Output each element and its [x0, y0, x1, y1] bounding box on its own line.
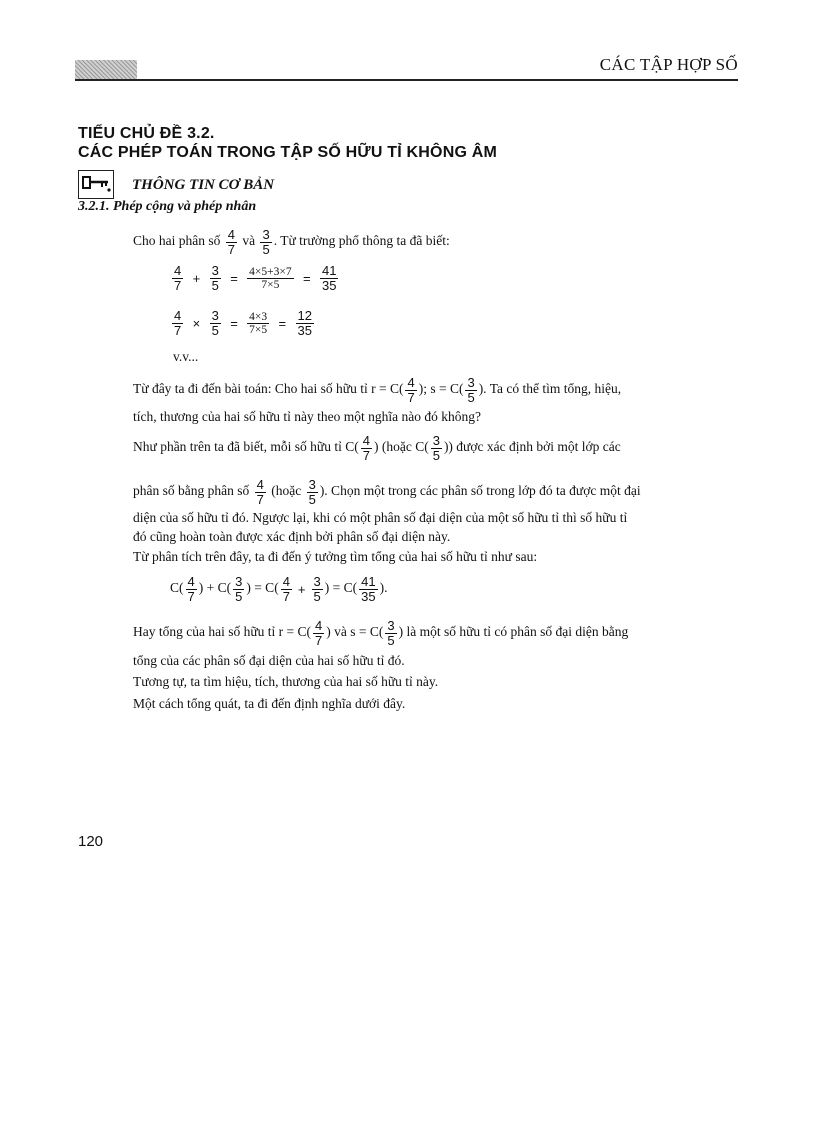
- topic-title-line2: CÁC PHÉP TOÁN TRONG TẬP SỐ HỮU TỈ KHÔNG ÂM: [78, 144, 498, 161]
- paragraph-2-line1: Từ đây ta đi đến bài toán: Cho hai số hữu tỉ r = C( $\frac{4}{7}$ ); s = C( $\frac{3}{5}$ ). Ta có thể tìm tổng, hiệu,: [133, 375, 622, 405]
- topic-title-line1: TIỂU CHỦ ĐỀ 3.2.: [78, 125, 215, 142]
- equation-sum: $\frac{4}{7}$ + $\frac{3}{5}$ = $\frac{4\times 5+3\times 7}{7\times 5}$ = $\frac{41}{35}$: [174, 263, 337, 293]
- paragraph-3-line3: diện của số hữu tỉ đó. Ngược lại, khi có một phân số đại diện của một số hữu tỉ thì số hữu tỉ: [133, 510, 628, 525]
- header-decoration: [75, 60, 137, 79]
- header-rule: [75, 79, 738, 81]
- paragraph-2-line2: tích, thương của hai số hữu tỉ này theo một nghĩa nào đó không?: [133, 409, 481, 424]
- paragraph-5-line2: tổng của các phân số đại diện của hai số hữu tỉ đó.: [133, 653, 405, 668]
- fraction-4-7: $\frac{4}{7}$: [227, 227, 235, 257]
- section-heading: 3.2.1. Phép cộng và phép nhân: [78, 199, 257, 214]
- paragraph-3-line1: Như phần trên ta đã biết, mỗi số hữu tỉ C( $\frac{4}{7}$ ) (hoặc C( $\frac{3}{5}$ )) được xác định bởi một lớp các: [133, 433, 621, 463]
- paragraph-6: Tương tự, ta tìm hiệu, tích, thương của hai số hữu tỉ này.: [133, 674, 439, 689]
- paragraph-3-line4: đó cũng hoàn toàn được xác định bởi phân số đại diện này.: [133, 529, 451, 544]
- paragraph-4: Từ phân tích trên đây, ta đi đến ý tưởng tìm tổng của hai số hữu tỉ như sau:: [133, 549, 538, 564]
- equation-rational-sum: C( $\frac{4}{7}$ ) + C( $\frac{3}{5}$ ) = C( $\frac{4}{7}$ + $\frac{3}{5}$ ) = C( $\frac{41}{35}$ ).: [170, 574, 388, 604]
- key-icon: [82, 174, 114, 194]
- paragraph-3-line2: phân số bằng phân số $\frac{4}{7}$ (hoặc $\frac{3}{5}$ ). Chọn một trong các phân số trong lớp đó ta được một đại: [133, 477, 641, 507]
- paragraph-1: Cho hai phân số $\frac{4}{7}$ và $\frac{3}{5}$ . Từ trường phổ thông ta đã biết:: [133, 227, 450, 257]
- key-icon-box: [78, 170, 114, 199]
- etc-text: v.v...: [173, 349, 199, 364]
- running-title: CÁC TẬP HỢP SỐ: [599, 55, 738, 74]
- fraction-3-5: $\frac{3}{5}$: [262, 227, 270, 257]
- paragraph-7: Một cách tổng quát, ta đi đến định nghĩa dưới đây.: [133, 696, 406, 711]
- info-heading: THÔNG TIN CƠ BẢN: [132, 177, 275, 193]
- page-number: 120: [78, 833, 104, 850]
- equation-product: $\frac{4}{7}$ × $\frac{3}{5}$ = $\frac{4\times 3}{7\times 5}$ = $\frac{12}{35}$: [174, 308, 312, 338]
- paragraph-5-line1: Hay tổng của hai số hữu tỉ r = C( $\frac{4}{7}$ ) và s = C( $\frac{3}{5}$ ) là một số hữu tỉ có phân số đại diện bằng: [133, 618, 629, 648]
